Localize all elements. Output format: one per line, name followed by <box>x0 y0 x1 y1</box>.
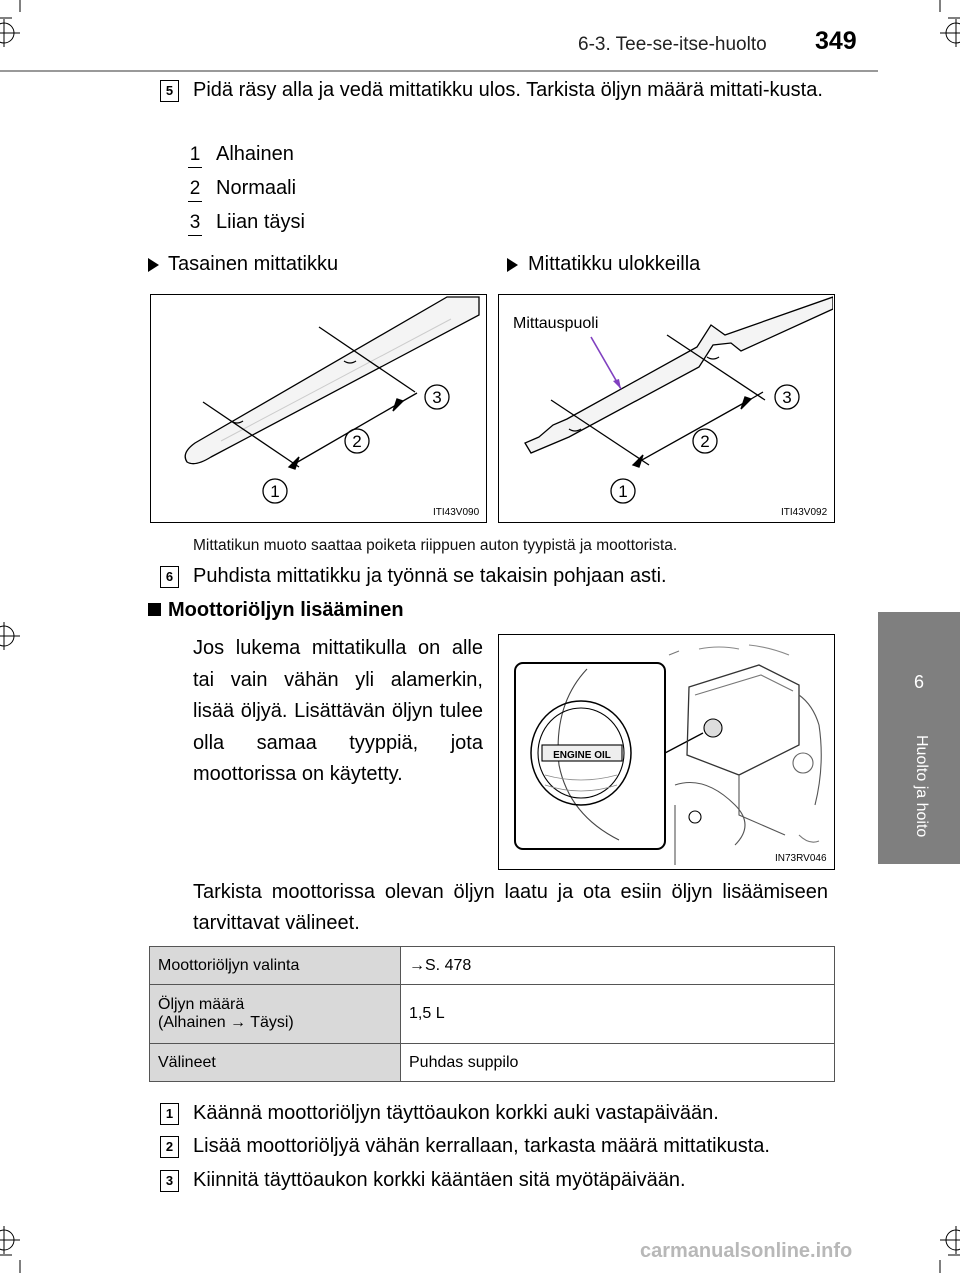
step-text: Pidä räsy alla ja vedä mittatikku ulos. Tarkista öljyn määrä mittati-kusta. <box>193 79 823 101</box>
table-key: Moottoriöljyn valinta <box>150 947 401 985</box>
item-number: 3 <box>186 211 204 235</box>
watermark: carmanualsonline.info <box>640 1240 853 1262</box>
page-number: 349 <box>815 27 857 55</box>
step-number: 3 <box>160 1170 179 1192</box>
table-value: Puhdas suppilo <box>401 1044 835 1082</box>
section-title: Moottoriöljyn lisääminen <box>168 599 404 621</box>
callout-label: Mittauspuoli <box>513 315 599 332</box>
section-paragraph: Tarkista moottorissa olevan öljyn laatu ja ota esiin öljyn lisäämiseen tarvittavat välineet. <box>193 881 828 934</box>
bullet-triangle-icon <box>507 258 518 272</box>
step-text: Lisää moottoriöljyä vähän kerrallaan, tarkasta määrä mittatikusta. <box>193 1135 770 1157</box>
figure-caption: Mittatikun muoto saattaa poiketa riippuen auton tyypistä ja moottorista. <box>193 537 678 554</box>
engine-bay-illustration <box>499 635 833 868</box>
item-number: 1 <box>186 143 204 167</box>
table-key-line: (Alhainen → Täysi) <box>158 1014 294 1031</box>
step-number: 5 <box>160 80 179 102</box>
section-paragraph: Jos lukema mittatikulla on alle tai vain vähän yli alamerkin, lisää öljyä. Lisättävän öljyn tulee olla samaa tyyppiä, jota moottorissa on käytetty. <box>193 637 483 785</box>
item-label: Alhainen <box>216 143 294 165</box>
item-label: Normaali <box>216 177 297 199</box>
figure-mark-1: 1 <box>618 482 628 501</box>
table-row <box>150 947 835 985</box>
figure-heading: Tasainen mittatikku <box>168 253 339 275</box>
figure-mark-3: 3 <box>432 388 442 407</box>
spec-table <box>149 946 835 1082</box>
step-number: 2 <box>160 1136 179 1158</box>
table-value: 1,5 L <box>401 985 835 1044</box>
table-value: →S. 478 <box>401 947 835 985</box>
cap-label: ENGINE OIL <box>553 750 611 761</box>
table-row <box>150 1044 835 1082</box>
figure-heading: Mittatikku ulokkeilla <box>528 253 701 275</box>
figure-oil-cap-photo <box>498 634 835 870</box>
section-bullet-icon <box>148 603 161 616</box>
header-rule <box>0 70 878 72</box>
chapter-number: 6 <box>913 672 924 692</box>
step-text: Kiinnitä täyttöaukon korkki kääntäen sitä myötäpäivään. <box>193 1169 686 1191</box>
figure-mark-2: 2 <box>700 432 710 451</box>
section-header: 6-3. Tee-se-itse-huolto <box>578 34 767 55</box>
item-number: 2 <box>186 177 204 201</box>
chapter-title: Huolto ja hoito <box>913 735 930 838</box>
table-key <box>150 985 401 1044</box>
step-text: Käännä moottoriöljyn täyttöaukon korkki auki vastapäivään. <box>193 1102 719 1124</box>
item-label: Liian täysi <box>216 211 305 233</box>
figure-mark-3: 3 <box>782 388 792 407</box>
table-key: Välineet <box>150 1044 401 1082</box>
figure-code: ITI43V092 <box>781 507 828 518</box>
figure-mark-1: 1 <box>270 482 280 501</box>
step-number: 1 <box>160 1103 179 1125</box>
step-text: Puhdista mittatikku ja työnnä se takaisin pohjaan asti. <box>193 565 667 587</box>
bullet-triangle-icon <box>148 258 159 272</box>
table-row <box>150 985 835 1044</box>
step-number: 6 <box>160 566 179 588</box>
figure-flat-dipstick <box>150 294 487 523</box>
figure-mark-2: 2 <box>352 432 362 451</box>
figure-code: IN73RV046 <box>775 853 827 864</box>
figure-dipstick-with-tabs <box>498 294 835 523</box>
figure-code: ITI43V090 <box>433 507 480 518</box>
table-key-line: Öljyn määrä <box>158 996 245 1013</box>
flat-dipstick-illustration <box>151 295 485 521</box>
